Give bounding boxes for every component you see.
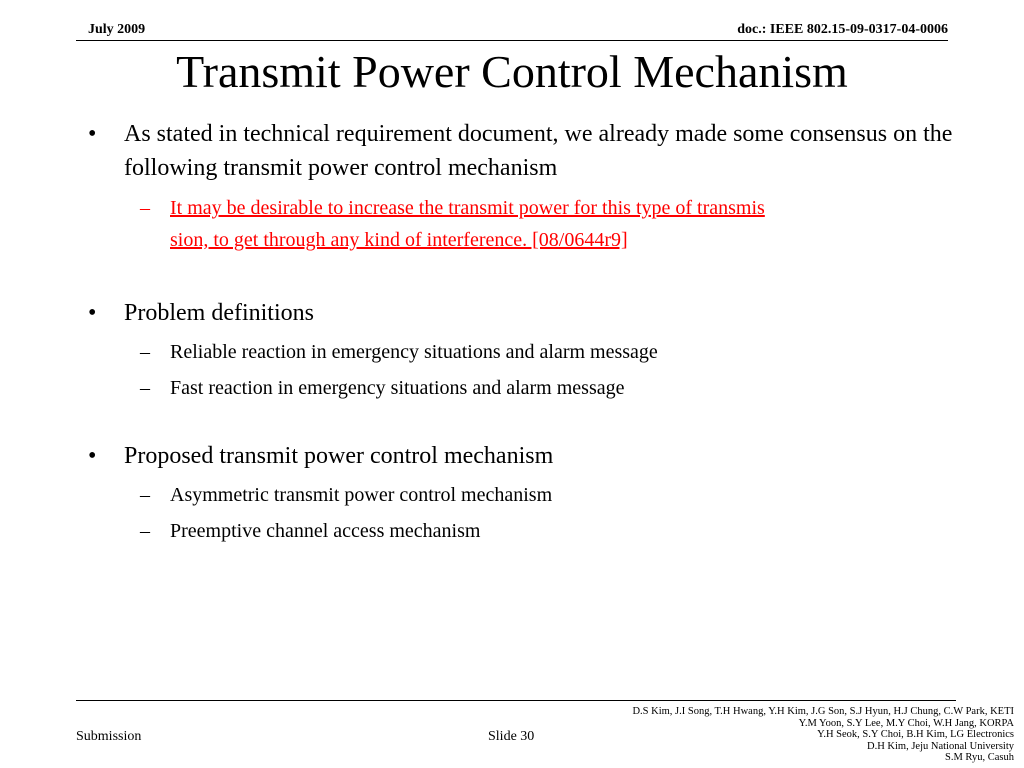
sub-bullet-text-line2: sion, to get through any kind of interference. [08/0644r9] [170,229,628,251]
footer-author-line: D.H Kim, Jeju National University [867,740,1014,752]
sub-bullet-text: Reliable reaction in emergency situations and alarm message [170,341,658,363]
bullet-proposed-mechanism [88,439,954,473]
bullet-text: Problem definitions [124,300,314,326]
footer-authors [632,706,1014,764]
sub-bullet-text: Asymmetric transmit power control mechanism [170,484,553,506]
footer-author-line: Y.M Yoon, S.Y Lee, M.Y Choi, W.H Jang, KORPA [798,717,1014,729]
header-divider [76,40,948,41]
bullet-icon: • [88,300,97,326]
bullet-problem-definitions [88,296,954,330]
footer-author-line: D.S Kim, J.I Song, T.H Hwang, Y.H Kim, J.G Son, S.J Hyun, H.J Chung, C.W Park, KETI [632,706,1014,717]
sub-bullet-asymmetric [140,479,945,511]
slide-title: Transmit Power Control Mechanism [176,46,848,97]
sub-bullet-text: Fast reaction in emergency situations and alarm message [170,377,625,399]
bullet-consensus [88,117,954,185]
header-doc-id: doc.: IEEE 802.15-09-0317-04-0006 [737,22,948,37]
footer-author-line: S.M Ryu, Casuh [944,752,1014,764]
header-date: July 2009 [88,22,146,37]
bullet-text: Proposed transmit power control mechanism [124,443,554,469]
dash-icon: – [140,377,150,399]
footer-author-line: Y.H Seok, S.Y Choi, B.H Kim, LG Electronics [817,729,1014,741]
footer-slide-number: Slide 30 [488,729,535,744]
footer-submission: Submission [76,729,142,744]
sub-bullet-text-line1: It may be desirable to increase the transmit power for this type of transmis [170,197,765,219]
footer-divider [76,700,956,701]
dash-icon: – [140,197,150,219]
sub-bullet-preemptive [140,515,945,547]
bullet-icon: • [88,121,97,147]
bullet-icon: • [88,443,97,469]
sub-bullet-text: Preemptive channel access mechanism [170,520,481,542]
sub-bullet-reliable-reaction [140,336,945,368]
sub-bullet-fast-reaction [140,372,945,404]
sub-bullet-interference [140,192,945,256]
dash-icon: – [140,484,150,506]
dash-icon: – [140,341,150,363]
dash-icon: – [140,520,150,542]
bullet-text: As stated in technical requirement document, we already made some consensus on the following transmit power control mechanism [124,121,953,181]
